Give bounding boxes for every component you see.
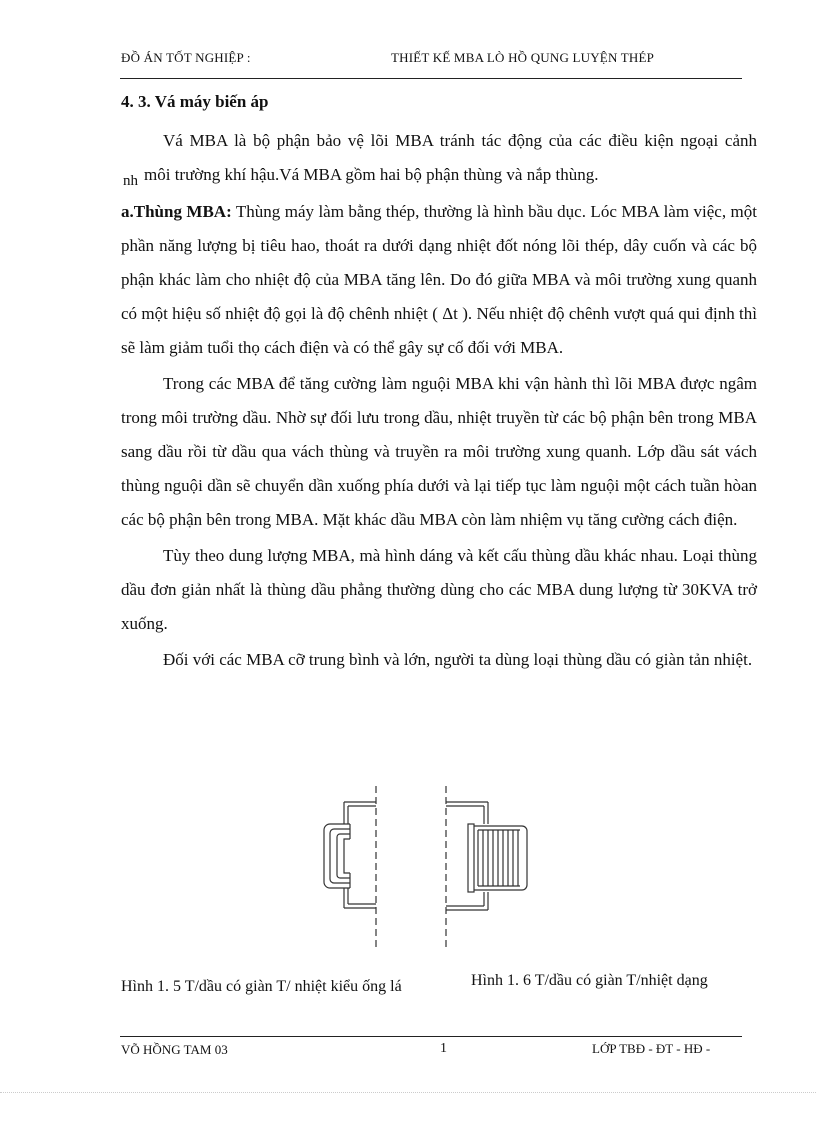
footer-author: VÕ HỒNG TAM 03	[121, 1042, 228, 1057]
tube-radiator-drawing	[324, 786, 376, 950]
header-right-title: THIẾT KẾ MBA LÒ HỒ QUNG LUYỆN THÉP	[391, 50, 655, 65]
paragraph-4: Tùy theo dung lượng MBA, mà hình dáng và kết cấu thùng dầu khác nhau. Loại thùng dầu đơn giản nhất là thùng dầu phẳng thường dùng cho các MBA dung lượng từ 30KVA trở xuống.	[121, 546, 757, 633]
footer-divider	[120, 1036, 742, 1037]
footer-page-number: 1	[440, 1041, 447, 1056]
paragraph-1	[121, 124, 757, 193]
plate-radiator-drawing	[446, 786, 527, 950]
body-text	[121, 124, 757, 679]
paragraph-1-text-a: Vá MBA là bộ phận bảo vệ lõi MBA tránh tác động của các điều kiện ngoại cảnh	[163, 131, 757, 150]
footer-class: LỚP TBĐ - ĐT - HĐ -	[592, 1041, 711, 1056]
header-divider	[120, 78, 742, 79]
paragraph-1-text-b: môi trường khí hậu.Vá MBA gồm hai bộ phận thùng và nắp thùng.	[144, 165, 599, 184]
paragraph-5: Đối với các MBA cỡ trung bình và lớn, người ta dùng loại thùng dầu có giàn tản nhiệt.	[163, 650, 753, 669]
section-heading: 4. 3. Vá máy biến áp	[121, 92, 269, 111]
paragraph-2	[121, 195, 757, 365]
figure-caption-1: Hình 1. 5 T/dầu có giàn T/ nhiệt kiểu ống lá	[121, 978, 402, 995]
paragraph-1-subscript: nh	[123, 173, 138, 189]
figure-caption-2: Hình 1. 6 T/dầu có giàn T/nhiệt dạng	[471, 972, 708, 989]
header-left-title: ĐỒ ÁN TỐT NGHIỆP :	[121, 50, 251, 65]
tank-radiator-figure	[300, 778, 545, 958]
paragraph-2-lead: a.Thùng MBA:	[121, 202, 232, 221]
page-bottom-edge	[0, 1092, 816, 1093]
paragraph-2-text: Thùng máy làm bằng thép, thường là hình bầu dục. Lóc MBA làm việc, một phần năng lượng bị tiêu hao, thoát ra dưới dạng nhiệt đốt nóng lõi thép, dây cuốn và các bộ phận khác làm cho nhiệt độ của MBA tăng lên. Do đó giữa MBA và môi trường xung quanh có một hiệu số nhiệt độ gọi là độ chênh nhiệt ( Δt ). Nếu nhiệt độ chênh vượt quá qui định thì sẽ làm giảm tuổi thọ cách điện và có thể gây sự cố đối với MBA.	[121, 202, 757, 357]
paragraph-3: Trong các MBA để tăng cường làm nguội MBA khi vận hành thì lõi MBA được ngâm trong môi trường dầu. Nhờ sự đối lưu trong dầu, nhiệt truyền từ các bộ phận bên trong MBA sang dầu rồi từ dầu qua vách thùng và truyền ra môi trường xung quanh. Lớp dầu sát vách thùng nguội dần sẽ chuyển dần xuống phía dưới và lại tiếp tục làm nguội một cách tuần hòan các bộ phận bên trong MBA. Mặt khác dầu MBA còn làm nhiệm vụ tăng cường cách điện.	[121, 374, 757, 529]
